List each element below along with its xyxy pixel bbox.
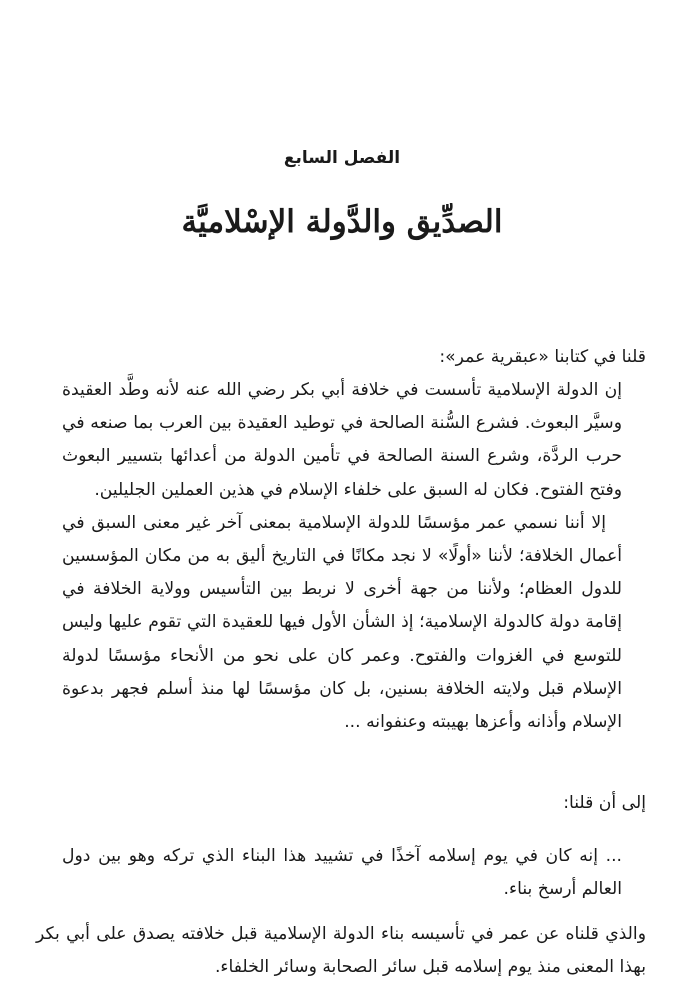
bridge-paragraph: إلى أن قلنا: (563, 793, 646, 813)
quoted-passage (62, 374, 622, 739)
intro-paragraph: قلنا في كتابنا «عبقرية عمر»: (439, 347, 646, 367)
chapter-label: الفصل السابع (283, 148, 401, 168)
chapter-title: الصدِّيق والدَّولة الإسْلاميَّة (181, 204, 503, 240)
closing-paragraph: والذي قلناه عن عمر في تأسيسه بناء الدولة الإسلامية قبل خلافته يصدق على أبي بكر بهذا المعنى منذ يوم إسلامه قبل سائر الصحابة وسائر الخلفاء. (36, 924, 646, 978)
second-quote-paragraph: ... إنه كان في يوم إسلامه آخذًا في تشييد هذا البناء الذي تركه وهو بين دول العالم أرسخ بناء. (62, 846, 622, 900)
quote-paragraph-1: إن الدولة الإسلامية تأسست في خلافة أبي بكر رضي الله عنه لأنه وطَّد العقيدة وسيَّر البعوث. فشرع السُّنة الصالحة في توطيد العقيدة بين العرب بما صنعه في حرب الردَّة، وشرع السنة الصالحة في تأمين الدولة من أعدائها بتسيير البعوث وفتح الفتوح. فكان له السبق على خلفاء الإسلام في هذين العملين الجليلين. (62, 380, 622, 500)
quote-paragraph-2: إلا أننا نسمي عمر مؤسسًا للدولة الإسلامية بمعنى آخر غير معنى السبق في أعمال الخلافة؛ لأننا «أولًا» لا نجد مكانًا في التاريخ أليق به من مكان المؤسسين للدول العظام؛ ولأننا من جهة أخرى لا نربط بين التأسيس وولاية الخلافة في إقامة دولة كالدولة الإسلامية؛ إذ الشأن الأول فيها للعقيدة التي تقوم عليها وليس للتوسع في الغزوات والفتوح. وعمر كان على نحو من الأنحاء مؤسسًا لدولة الإسلام قبل ولايته الخلافة بسنين، بل كان مؤسسًا لها منذ أسلم فجهر بدعوة الإسلام وأذانه وأعزها بهيبته وعنفوانه ... (62, 512, 622, 733)
